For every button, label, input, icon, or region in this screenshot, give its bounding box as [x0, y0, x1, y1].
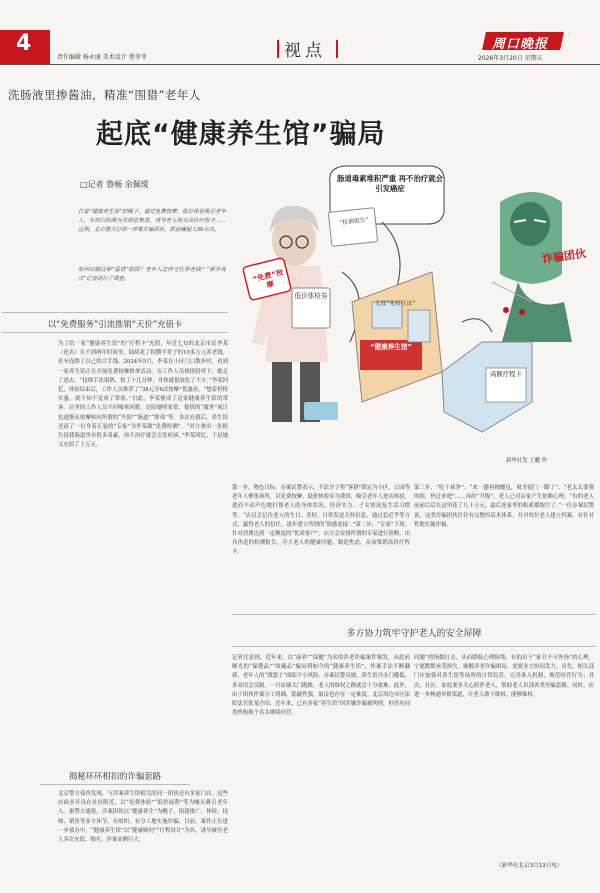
- tag-free-massage: “免费”按摩: [251, 267, 285, 290]
- section-divider-left: [277, 40, 279, 58]
- section3-rule-top: [232, 614, 596, 615]
- column3-body-a: 第三步，“吃干抹净”。“来一趟再掏腰包，就差捉门一脚了”，“老太太要强的很，快过来吧”……再经“升级”，老人已对店家产生依赖心理。“有的老人前前后后在这里花了几十万元，最后连家里的积蓄都掏空了。”一位办案民警说，这类诈骗团伙往往有完整的话术体系，并对每位老人建立档案，有针对性地实施诈骗。: [414, 485, 594, 528]
- illustration-drawing: [232, 162, 600, 476]
- section1-rule-bottom: [2, 332, 228, 333]
- section2-heading: 揭秘环环相扣的诈骗套路: [68, 771, 162, 781]
- section2-rule: [40, 784, 190, 785]
- section3-heading: 多方协力筑牢守护老人的安全屏障: [346, 629, 482, 639]
- page-number: 4: [16, 31, 32, 56]
- column4-body-b: 同题”的指数打击，从而降低心理防线；有的出于“家丑不可外扬”的心理，宁愿默默承受损失。破解涉老诈骗困局，需要多方协同发力。首先，相关部门应加强对养生馆等场所的日常监管，完善准入机制，规范经营行为；其次，社区、家庭要多关心陪伴老人，帮助老人识别各类诈骗套路。同时，应进一步畅通举报渠道，让老人敢于维权、能够维权。: [414, 655, 594, 698]
- headline-kicker: 洗肠液里掺酱油，精准“围猎”老年人: [8, 88, 201, 102]
- section1-rule-top: [2, 312, 228, 313]
- tag-report: “检测报告”: [339, 217, 369, 227]
- byline: □记者 鲁畅 余佩瑷: [80, 180, 149, 189]
- column2-body-a: 第一步，物色目标。办案民警表示，不法分子将“客群”锁定为小区、公园等老年人聚集场所，以免费按摩、低价体验券为诱饵，吸引老年人进店体验，进而不动声色地打探老人的身体状况、经济实力、子女情况及生活习惯等。“店员会记住老人的生日、喜好，日常发送关怀信息，通过套近乎等方式，赢得老人的信任，逐步建立所谓的‘情感连接’。”第二步，“专家”下场。针对消费达到一定额度的“优质客户”，店方会安排所谓的专家进行诊断，出具伪造的检测报告，夸大老人的健康问题，制造焦虑，从而推销高价疗程卡。: [232, 485, 410, 556]
- tag-low-price: 低价体检券: [294, 292, 328, 300]
- news-illustration: [232, 162, 600, 476]
- editor-credits: 责任编辑 杨永康 美术设计 蔡菲菲: [57, 54, 147, 61]
- paper-logo: 周口晚报: [492, 37, 549, 52]
- masthead-rule: [0, 64, 600, 65]
- illustration-credit: 新华社发 王鹏 作: [506, 458, 548, 464]
- tag-invalid-product: 无效“免疫疗法”: [374, 301, 416, 307]
- store-sign: “健康养生馆”: [370, 343, 412, 351]
- footer-source: （新华社北京3月13日电）: [496, 863, 563, 869]
- column1-body-a: 为了给一家“健康养生馆”的“疗程卡”充值，年近七旬的北京市民李某（化名）在不到两年时间里，陆续花了积攒半辈子的10多万元养老钱，甚至连降了自己的合手钱。2024年5月，李某在小区门口散步时，看到一家养生馆正在开展免费按摩推拿活动。在工作人员热情招呼下，她走了进去。“技师手法很熟，按了十几分钟，身体就很放松了不少。”李某回忆，体验结束后，工作人员推荐了“38元享6次按摩”优惠券，“想着价格实惠，就不知不觉成了常客。”自此，李某便成了这家健康养生馆的常客。店里的工作人员不但嘘寒问暖，还陪她唠家常，提供的“服务”项目也逐渐从按摩转向所谓的“升阳”“肠道”“排毒”等。多次充值后，养生馆还请了一位身着正装的“专家”为李某做“免费检测”。“对方拿出一张报告说我肠道里有很多毒素，再不治疗就会引发疾病。”李某回忆，于是她又充值了上万元。: [58, 341, 228, 449]
- column1-body-c: 北京警方侦查发现，与涉案养生馆相关的同一团伙还有多家门店。这些店面多开设在社区附近，以“免费体验”“低价福利”等为噱头吸引老年人。据警方通报，涉案团伙以“健康养生”为幌子，组建推广、体检、技师、销售等多个环节，有组织、有分工地实施诈骗。目前，案件正在进一步侦办中，“健康养生馆”以“健康顾问”“疗程设计”为名，诱导被害老人多次充值、购买，涉案金额巨大。: [58, 791, 228, 844]
- section3-rule-bottom: [232, 646, 596, 647]
- tag-fake-therapy: 高额疗程卡: [490, 370, 522, 378]
- intro-paragraph-2: 如何识破这种“温情”陷阱？老年人怎样守住养老钱？“新华视点”记者进行了调查。: [78, 267, 226, 283]
- illustration-bubble-text: 肠道毒素堆积严重 再不治疗就会引发癌症: [336, 174, 444, 193]
- section-divider-right: [336, 40, 338, 58]
- intro-paragraph: 打着“健康养生馆”的幌子，通过免费按摩、低价体验吸引老年人，实则以检测为名制造焦虑，诱导老人购买高价疗程卡……近期，北京警方打掉一涉案诈骗团伙，抓获嫌疑人30余名。: [78, 209, 226, 234]
- headline-title: 起底“健康养生馆”骗局: [96, 119, 386, 150]
- scam-team-label: 诈骗团伙: [541, 246, 587, 266]
- section-title: 视点: [284, 41, 326, 61]
- date-line: 2026年3月20日 星期五: [478, 55, 543, 62]
- column2-body-b: 记者注意到，近年来，以“康养”“保健”为名的涉老诈骗案件频发，从此前曝光的“保健品”“收藏品”骗局到如今的“健康养生馆”，作案手法不断翻新，老年人的“钱袋子”面临不小风险。办案民警反映，养生馆开办门槛低，多采用会员制，一旦店铺关门跑路，老人的维权之路就会十分艰难。此外，由于团伙作案分工明确、隐蔽性强，取证也存在一定难度。北京周边市区法院法官张某介绍，近年来，已有多家“养生馆”因涉嫌诈骗被判刑，但仍有同类机构换个名头继续经营。: [232, 655, 410, 717]
- section1-heading: 以“免费服务”引流推销“天价”充值卡: [47, 319, 183, 329]
